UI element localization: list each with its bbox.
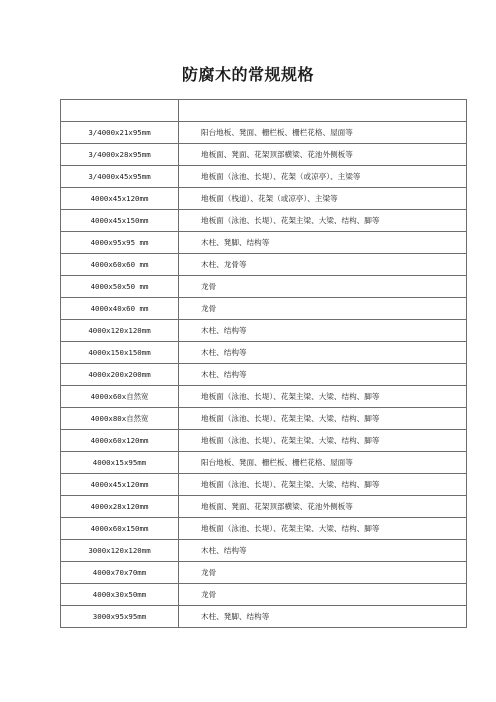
usage-cell: 木柱、凳脚、结构等	[179, 232, 467, 254]
table-row	[61, 188, 467, 210]
size-cell: 3/4000x21x95mm	[61, 122, 179, 144]
table-row	[61, 232, 467, 254]
size-cell: 4000x30x50mm	[61, 584, 179, 606]
usage-cell: 地板面（泳池、长堤）、花架（或凉亭）、主梁等	[179, 166, 467, 188]
table-row	[61, 254, 467, 276]
usage-cell: 地板面（泳池、长堤）、花架主梁、大梁、结构、脚等	[179, 408, 467, 430]
size-cell: 3000x95x95mm	[61, 606, 179, 628]
table-row	[61, 122, 467, 144]
size-cell: 3000x120x120mm	[61, 540, 179, 562]
table-row	[61, 452, 467, 474]
usage-cell: 龙骨	[179, 584, 467, 606]
table-row	[61, 496, 467, 518]
size-cell: 4000x40x60 mm	[61, 298, 179, 320]
usage-cell: 地板面、凳面、花架顶部横梁、花池外侧板等	[179, 496, 467, 518]
table-row	[61, 210, 467, 232]
size-cell: 4000x200x200mm	[61, 364, 179, 386]
size-cell	[61, 100, 179, 122]
table-row	[61, 518, 467, 540]
usage-cell: 木柱、结构等	[179, 320, 467, 342]
table-row	[61, 562, 467, 584]
page-title: 防腐木的常规规格	[181, 65, 314, 84]
usage-cell: 地板面（泳池、长堤）、花架主梁、大梁、结构、脚等	[179, 210, 467, 232]
table-row	[61, 540, 467, 562]
size-cell: 4000x80x自然宽	[61, 408, 179, 430]
usage-cell: 木柱、结构等	[179, 342, 467, 364]
size-cell: 4000x120x120mm	[61, 320, 179, 342]
table-row	[61, 584, 467, 606]
size-cell: 4000x60x60 mm	[61, 254, 179, 276]
spec-table	[60, 99, 467, 628]
table-row	[61, 364, 467, 386]
usage-cell: 木柱、凳脚、结构等	[179, 606, 467, 628]
table-row	[61, 320, 467, 342]
size-cell: 3/4000x28x95mm	[61, 144, 179, 166]
table-row	[61, 386, 467, 408]
usage-cell: 木柱、结构等	[179, 540, 467, 562]
table-row	[61, 298, 467, 320]
usage-cell: 龙骨	[179, 562, 467, 584]
usage-cell: 阳台地板、凳面、栅栏板、栅栏花格、屋面等	[179, 122, 467, 144]
size-cell: 4000x28x120mm	[61, 496, 179, 518]
table-row	[61, 342, 467, 364]
size-cell: 4000x150x150mm	[61, 342, 179, 364]
size-cell: 4000x45x120mm	[61, 188, 179, 210]
table-row	[61, 408, 467, 430]
table-row	[61, 430, 467, 452]
size-cell: 4000x45x150mm	[61, 210, 179, 232]
size-cell: 4000x60x150mm	[61, 518, 179, 540]
spec-table-body	[61, 100, 467, 628]
usage-cell: 地板面（泳池、长堤）、花架主梁、大梁、结构、脚等	[179, 430, 467, 452]
table-row	[61, 100, 467, 122]
usage-cell: 木柱、结构等	[179, 364, 467, 386]
size-cell: 4000x60x自然宽	[61, 386, 179, 408]
size-cell: 4000x60x120mm	[61, 430, 179, 452]
table-row	[61, 144, 467, 166]
size-cell: 3/4000x45x95mm	[61, 166, 179, 188]
size-cell: 4000x50x50 mm	[61, 276, 179, 298]
table-row	[61, 276, 467, 298]
usage-cell	[179, 100, 467, 122]
usage-cell: 地板面（泳池、长堤）、花架主梁、大梁、结构、脚等	[179, 518, 467, 540]
table-row	[61, 606, 467, 628]
size-cell: 4000x70x70mm	[61, 562, 179, 584]
usage-cell: 地板面（泳池、长堤）、花架主梁、大梁、结构、脚等	[179, 386, 467, 408]
usage-cell: 木柱、龙骨等	[179, 254, 467, 276]
usage-cell: 龙骨	[179, 298, 467, 320]
usage-cell: 地板面（泳池、长堤）、花架主梁、大梁、结构、脚等	[179, 474, 467, 496]
usage-cell: 地板面、凳面、花架顶部横梁、花池外侧板等	[179, 144, 467, 166]
size-cell: 4000x95x95 mm	[61, 232, 179, 254]
size-cell: 4000x45x120mm	[61, 474, 179, 496]
usage-cell: 阳台地板、凳面、栅栏板、栅栏花格、屋面等	[179, 452, 467, 474]
table-row	[61, 166, 467, 188]
size-cell: 4000x15x95mm	[61, 452, 179, 474]
usage-cell: 龙骨	[179, 276, 467, 298]
table-row	[61, 474, 467, 496]
usage-cell: 地板面（栈道）、花架（或凉亭）、主梁等	[179, 188, 467, 210]
